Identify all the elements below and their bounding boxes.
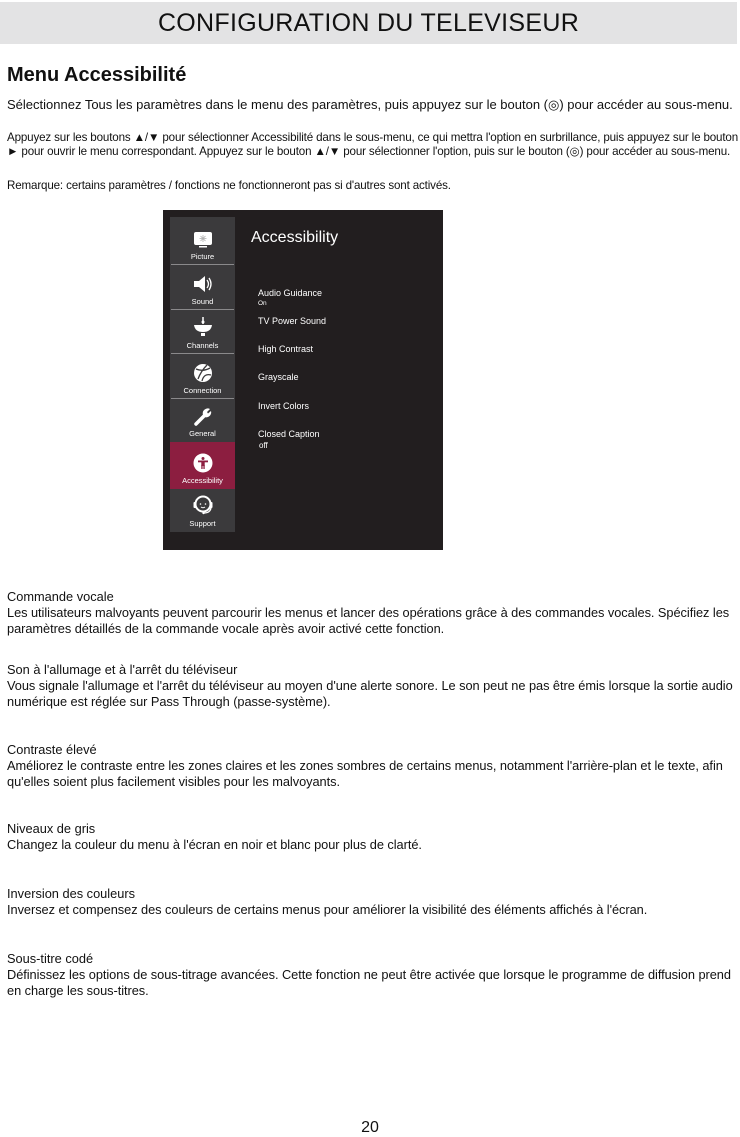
sidebar-item-label: Sound [191,297,214,306]
sidebar-item-accessibility[interactable] [170,442,235,489]
feature-title: Commande vocale [7,589,114,604]
sidebar-item-general[interactable] [170,399,235,442]
page-number: 20 [361,1119,379,1136]
option-value: off [259,441,268,450]
sidebar-item-label: Support [189,519,216,528]
feature-description: Changez la couleur du menu à l'écran en noir et blanc pour plus de clarté. [7,837,422,852]
feature-description: Inversez et compensez des couleurs de certains menus pour améliorer la visibilité des éléments affichés à l'écran. [7,902,648,917]
feature-invert-colors [7,886,740,918]
feature-high-contrast [7,742,740,790]
wrench-icon [193,406,213,426]
remark-paragraph: Remarque: certains paramètres / fonctions ne fonctionneront pas si d'autres sont activés. [7,179,451,192]
sidebar-item-label: Accessibility [182,476,223,485]
satellite-dish-icon [192,316,214,338]
sidebar-item-channels[interactable] [170,310,235,354]
option-tv-power-sound[interactable] [258,316,326,326]
accessibility-person-icon [193,453,213,473]
speaker-icon [192,274,214,294]
feature-description: Définissez les options de sous-titrage avancées. Cette fonction ne peut être activée que lorsque le programme de diffusion prend en charge les sous-titres. [7,967,731,998]
option-label: Closed Caption [258,429,320,439]
option-label: TV Power Sound [258,316,327,326]
option-value: On [258,300,267,307]
feature-title: Son à l'allumage et à l'arrêt du téléviseur [7,662,238,677]
feature-voice-command [7,589,740,637]
header-title: CONFIGURATION DU TELEVISEUR [157,8,580,37]
feature-closed-caption [7,951,740,999]
feature-description: Vous signale l'allumage et l'arrêt du téléviseur au moyen d'une alerte sonore. Le son peut ne pas être émis lorsque la sortie audio numérique est réglée sur Pass Through (passe-système). [7,678,733,709]
sidebar-item-label: Connection [183,386,222,395]
option-label: Audio Guidance [258,288,323,298]
option-label: Invert Colors [258,401,310,411]
feature-title: Inversion des couleurs [7,886,136,901]
section-title: Menu Accessibilité [7,64,187,86]
headset-support-icon [192,494,214,516]
feature-power-sound [7,662,740,710]
sidebar-item-connection[interactable] [170,354,235,399]
tv-menu-heading: Accessibility [251,229,339,246]
sidebar-item-label: Picture [190,252,215,261]
intro-paragraph: Appuyez sur les boutons ▲/▼ pour sélectionner Accessibilité dans le sous-menu, ce qui mettra l'option en surbrillance, puis appuyez sur le bouton ► pour ouvrir le menu correspondant. Appuyez sur le bouton ▲/▼ pour sélectionner l'option, puis sur le bouton (◎) pour accéder au sous-menu. [7,131,739,158]
sidebar-item-sound[interactable] [170,265,235,310]
sidebar-item-support[interactable] [170,489,235,532]
intro-paragraph: Sélectionnez Tous les paramètres dans le menu des paramètres, puis appuyez sur le bouton (◎) pour accéder au sous-menu. [7,97,733,112]
feature-title: Contraste élevé [7,742,97,757]
option-audio-guidance[interactable] [258,288,322,307]
feature-title: Sous-titre codé [7,951,94,966]
page-header [0,2,737,44]
sidebar-item-label: Channels [186,341,219,350]
feature-grayscale [7,821,740,853]
option-closed-caption[interactable] [258,429,320,450]
sidebar-item-label: General [189,429,216,438]
option-grayscale[interactable] [258,372,299,382]
picture-icon [193,231,213,249]
option-invert-colors[interactable] [258,401,309,411]
tv-menu-screenshot [163,210,443,550]
network-globe-icon [193,363,213,383]
feature-description: Améliorez le contraste entre les zones claires et les zones sombres de certains menus, notamment l'arrière-plan et le texte, afin qu'elles soient plus facilement visibles pour les malvoyants. [7,758,723,789]
sidebar-item-picture[interactable] [170,217,235,265]
option-label: Grayscale [258,372,299,382]
option-label: High Contrast [258,344,314,354]
option-high-contrast[interactable] [258,344,313,354]
feature-title: Niveaux de gris [7,821,96,836]
feature-description: Les utilisateurs malvoyants peuvent parcourir les menus et lancer des opérations grâce à des commandes vocales. Spécifiez les paramètres détaillés de la commande vocale après avoir activé cette fonction. [7,605,730,636]
tv-settings-sidebar [170,217,235,532]
